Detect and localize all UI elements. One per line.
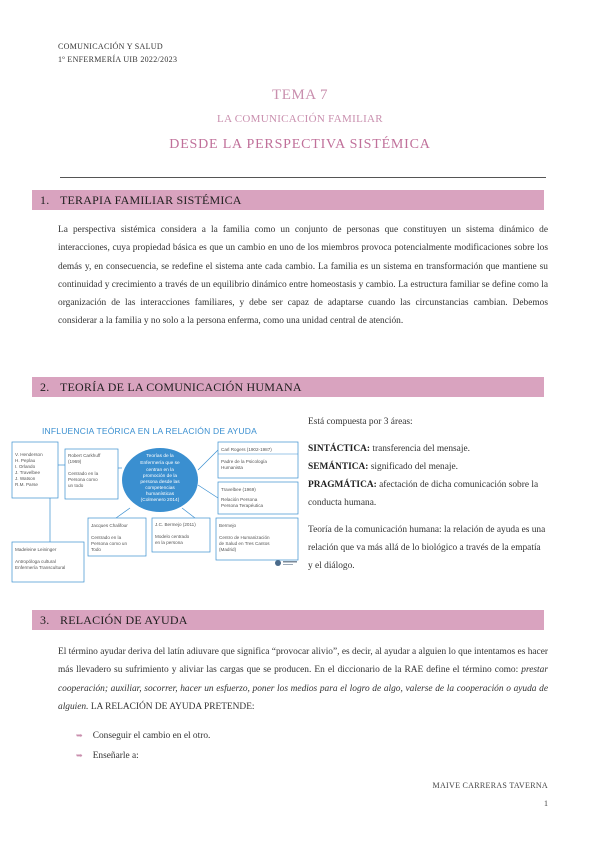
- svg-text:Centrado en la: Centrado en la: [91, 535, 122, 540]
- section-heading-2: [32, 377, 544, 397]
- para-text: El término ayudar deriva del latín adiuvare que significa “provocar alivio”, es decir, al ayudar a alguien lo que intentamos es hacer más llevadero su sufrimiento y aliviar las cargas que se producen. En el diccionario de la RAE define el término como:: [58, 647, 548, 676]
- svg-text:Centro de Humanización: Centro de Humanización: [219, 535, 270, 540]
- svg-text:J. Watson: J. Watson: [15, 476, 36, 481]
- svg-text:(Colmenero 2014): (Colmenero 2014): [140, 498, 180, 503]
- list-item: [76, 746, 210, 766]
- svg-text:J.C. Bermejo (2011): J.C. Bermejo (2011): [155, 522, 196, 527]
- svg-text:Madeleine Leininger: Madeleine Leininger: [15, 547, 57, 552]
- svg-text:persona desde las: persona desde las: [140, 480, 180, 485]
- svg-text:Persona como: Persona como: [68, 477, 98, 482]
- svg-text:Antropóloga cultural: Antropóloga cultural: [15, 559, 56, 564]
- svg-text:Carl Rogers (1902-1987): Carl Rogers (1902-1987): [221, 447, 272, 452]
- box-bermejo: [152, 518, 210, 552]
- svg-text:Robert Carkhuff: Robert Carkhuff: [68, 453, 101, 458]
- svg-text:Persona como un: Persona como un: [91, 541, 128, 546]
- document-header: [58, 40, 177, 66]
- section3-paragraph: [58, 643, 548, 716]
- diagram-title: INFLUENCIA TEÓRICA EN LA RELACIÓN DE AYUDA: [42, 426, 257, 436]
- list-item-text: Conseguir el cambio en el otro.: [92, 731, 211, 741]
- svg-text:en la persona: en la persona: [155, 540, 183, 545]
- section-number: 3.: [40, 613, 50, 627]
- section1-paragraph: La perspectiva sistémica considera a la familia como un conjunto de personas que constituyen un sistema dinámico de interacciones, cuya propiedad básica es que un cambio en uno de los miembros provoca potencialmente modificaciones sobre los demás y, en consecuencia, se redefine el sistema ante cada cambio. La familia es un sistema en transformación que mantiene su continuidad y crecimiento a través de un equilibrio dinámico entre homeostasis y cambio. La estructura familiar se define como la organización de las interacciones familiares, y debe ser capaz de adaptarse cuando las circunstancias cambian. Debemos considerar a la familia y no solo a la persona enferma, como una unidad central de atención.: [58, 225, 548, 327]
- svg-text:J. Travelbee: J. Travelbee: [15, 470, 41, 475]
- svg-text:humanísticas: humanísticas: [145, 492, 175, 497]
- area-term: SEMÁNTICA:: [308, 462, 369, 472]
- svg-text:Humanista: Humanista: [221, 465, 243, 470]
- help-goals-list: [76, 726, 210, 766]
- svg-text:Relación Persona: Relación Persona: [221, 497, 258, 502]
- list-item: [76, 726, 210, 746]
- rae-definition: prestar cooperación; auxiliar, socorrer, hacer un esfuerzo, poner los medios para el logro de algo, valerse de la cooperación o ayuda de alguien.: [58, 665, 548, 712]
- tema-subtitle-2: DESDE LA PERSPECTIVA SISTÉMICA: [169, 137, 431, 152]
- tema-title: TEMA 7: [272, 87, 328, 103]
- area-desc: transferencia del mensaje.: [370, 444, 470, 454]
- svg-text:(1969): (1969): [68, 459, 82, 464]
- svg-text:(Madrid): (Madrid): [219, 547, 237, 552]
- area-semantica: [308, 458, 546, 476]
- tema-subtitle: LA COMUNICACIÓN FAMILIAR: [217, 113, 383, 125]
- svg-text:Travelbee (1969): Travelbee (1969): [221, 487, 256, 492]
- box-chalifour: [88, 518, 146, 556]
- header-year: 1º ENFERMERÍA UIB 2022/2023: [58, 55, 178, 64]
- title-divider: [60, 177, 546, 178]
- section-heading-1: [32, 190, 544, 210]
- page-number: 1: [544, 799, 548, 808]
- box-humanizacion: [216, 518, 298, 566]
- areas-intro: Está compuesta por 3 áreas:: [308, 417, 413, 427]
- area-desc: significado del menaje.: [368, 462, 458, 472]
- institution-logo-icon: [275, 560, 281, 566]
- area-desc: afectación de dicha comunicación sobre la conducta humana.: [308, 480, 539, 508]
- influence-diagram: [10, 420, 300, 588]
- svg-text:de Salud en Tres Cantos: de Salud en Tres Cantos: [219, 541, 270, 546]
- box-travelbee: [218, 482, 298, 514]
- areas-closing: Teoría de la comunicación humana: la relación de ayuda es una relación que va más allá de lo biológico a través de la empatía y el diálogo.: [308, 525, 546, 571]
- area-term: PRAGMÁTICA:: [308, 480, 377, 490]
- arrow-bullet-icon: ➥: [76, 731, 83, 740]
- svg-text:Persona Terapéutica: Persona Terapéutica: [221, 503, 264, 508]
- section-title: TEORÍA DE LA COMUNICACIÓN HUMANA: [60, 380, 302, 394]
- svg-text:Teorías de la: Teorías de la: [146, 454, 174, 459]
- svg-text:R.M. Parse: R.M. Parse: [15, 482, 38, 487]
- svg-text:Enfermería que se: Enfermería que se: [140, 461, 180, 466]
- svg-text:Bermejo: Bermejo: [219, 523, 237, 528]
- svg-text:Modelo centrado: Modelo centrado: [155, 534, 190, 539]
- para-text-end: LA RELACIÓN DE AYUDA PRETENDE:: [88, 701, 255, 712]
- svg-text:promoción de la: promoción de la: [142, 474, 178, 479]
- svg-text:competencias: competencias: [145, 486, 175, 491]
- section-number: 2.: [40, 380, 50, 394]
- svg-text:centran en la: centran en la: [146, 468, 174, 473]
- area-term: SINTÁCTICA:: [308, 444, 370, 454]
- list-item-text: Enseñarle a:: [92, 751, 139, 761]
- svg-text:Todo: Todo: [91, 547, 101, 552]
- header-course: COMUNICACIÓN Y SALUD: [58, 42, 163, 51]
- section-title: RELACIÓN DE AYUDA: [60, 613, 188, 627]
- box-nurse-theorists: [12, 442, 58, 498]
- svg-text:I. Orlando: I. Orlando: [15, 464, 36, 469]
- arrow-bullet-icon: ➥: [76, 751, 83, 760]
- svg-text:V. Henderson: V. Henderson: [15, 452, 43, 457]
- svg-text:Padre de la Psicología: Padre de la Psicología: [221, 459, 267, 464]
- svg-text:Enfermería Transcultural: Enfermería Transcultural: [15, 565, 66, 570]
- svg-text:Jacques Chalifour: Jacques Chalifour: [91, 523, 128, 528]
- footer-author: MAIVE CARRERAS TAVERNA: [432, 781, 548, 790]
- svg-text:H. Peplau: H. Peplau: [15, 458, 36, 463]
- svg-text:un todo: un todo: [68, 483, 84, 488]
- box-carkhuff: [65, 449, 118, 499]
- box-carl-rogers: [218, 442, 298, 478]
- box-leininger: [12, 542, 84, 582]
- area-sintactica: [308, 440, 546, 458]
- svg-text:Centrado en la: Centrado en la: [68, 471, 99, 476]
- section-title: TERAPIA FAMILIAR SISTÉMICA: [60, 193, 242, 207]
- area-pragmatica: [308, 476, 546, 512]
- section-heading-3: [32, 610, 544, 630]
- section-number: 1.: [40, 193, 50, 207]
